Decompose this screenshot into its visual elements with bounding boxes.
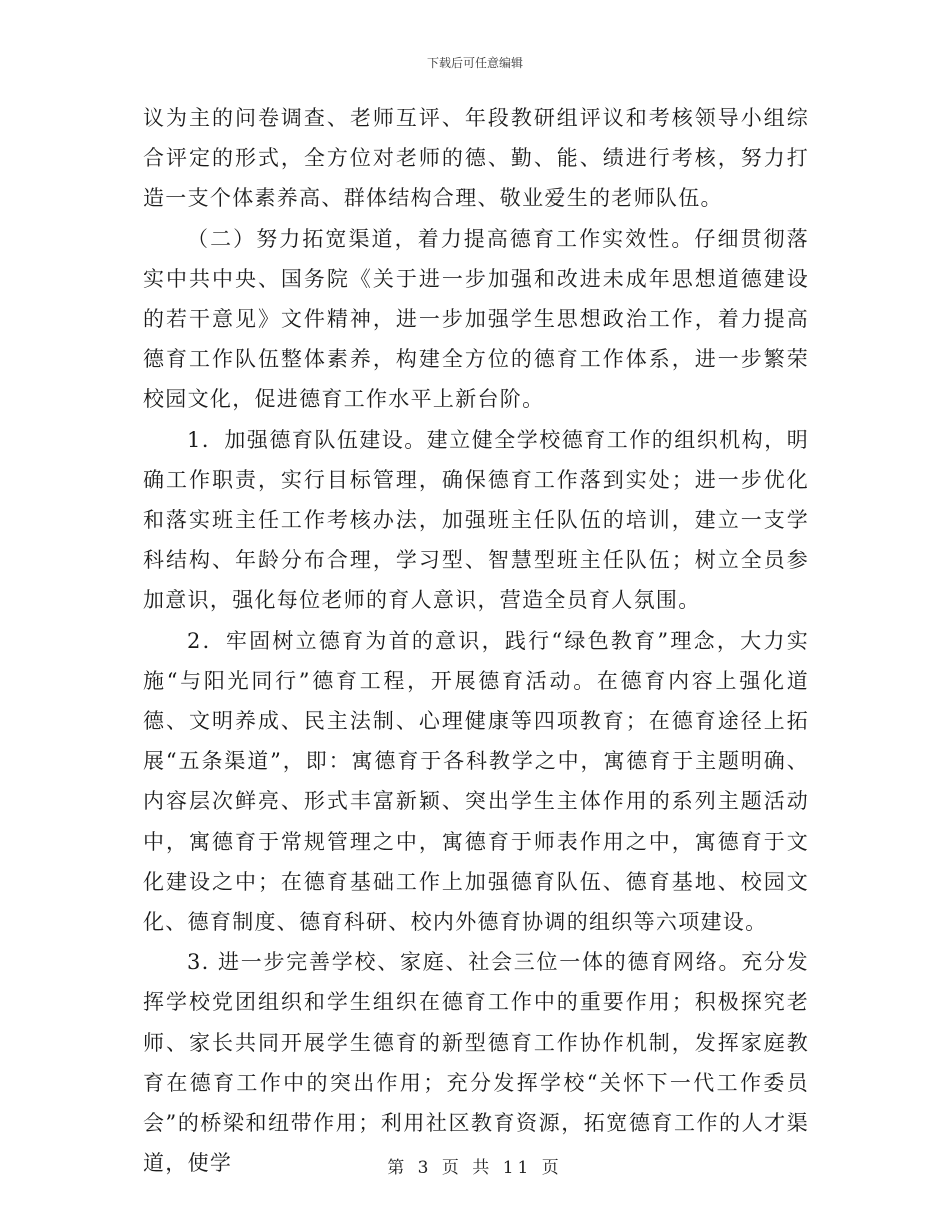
paragraph-3: 1．加强德育队伍建设。建立健全学校德育工作的组织机构，明确工作职责，实行目标管理，确保德育工作落到实处；进一步优化和落实班主任工作考核办法，加强班主任队伍的培训，建立一支学科结构、年龄分布合理，学习型、智慧型班主任队伍；树立全员参加意识，强化每位老师的育人意识，营造全员育人氛围。 [143,427,809,613]
page-header-note: 下载后可任意编辑 [426,56,523,70]
page-number: 第 3 页 共 11 页 [387,1158,563,1178]
document-body [143,98,809,1183]
paragraph-5: 3. 进一步完善学校、家庭、社会三位一体的德育网络。充分发挥学校党团组织和学生组织在德育工作中的重要作用；积极探究老师、家长共同开展学生德育的新型德育工作协作机制，发挥家庭教育在德育工作中的突出作用；充分发挥学校“关怀下一代工作委员会”的桥梁和纽带作用；利用社区教育资源，拓宽德育工作的人才渠道，使学 [143,950,809,1176]
paragraph-2: （二）努力拓宽渠道，着力提高德育工作实效性。仔细贯彻落实中共中央、国务院《关于进一步加强和改进未成年思想道德建设的若干意见》文件精神，进一步加强学生思想政治工作，着力提高德育工作队伍整体素养，构建全方位的德育工作体系，进一步繁荣校园文化，促进德育工作水平上新台阶。 [143,226,809,412]
paragraph-1: 议为主的问卷调查、老师互评、年段教研组评议和考核领导小组综合评定的形式，全方位对老师的德、勤、能、绩进行考核，努力打造一支个体素养高、群体结构合理、敬业爱生的老师队伍。 [143,106,809,211]
paragraph-4: 2．牢固树立德育为首的意识，践行“绿色教育”理念，大力实施“与阳光同行”德育工程，开展德育活动。在德育内容上强化道德、文明养成、民主法制、心理健康等四项教育；在德育途径上拓展“五条渠道”，即：寓德育于各科教学之中，寓德育于主题明确、内容层次鲜亮、形式丰富新颖、突出学生主体作用的系列主题活动中，寓德育于常规管理之中，寓德育于师表作用之中，寓德育于文化建设之中；在德育基础工作上加强德育队伍、德育基地、校园文化、德育制度、德育科研、校内外德育协调的组织等六项建设。 [143,628,809,935]
